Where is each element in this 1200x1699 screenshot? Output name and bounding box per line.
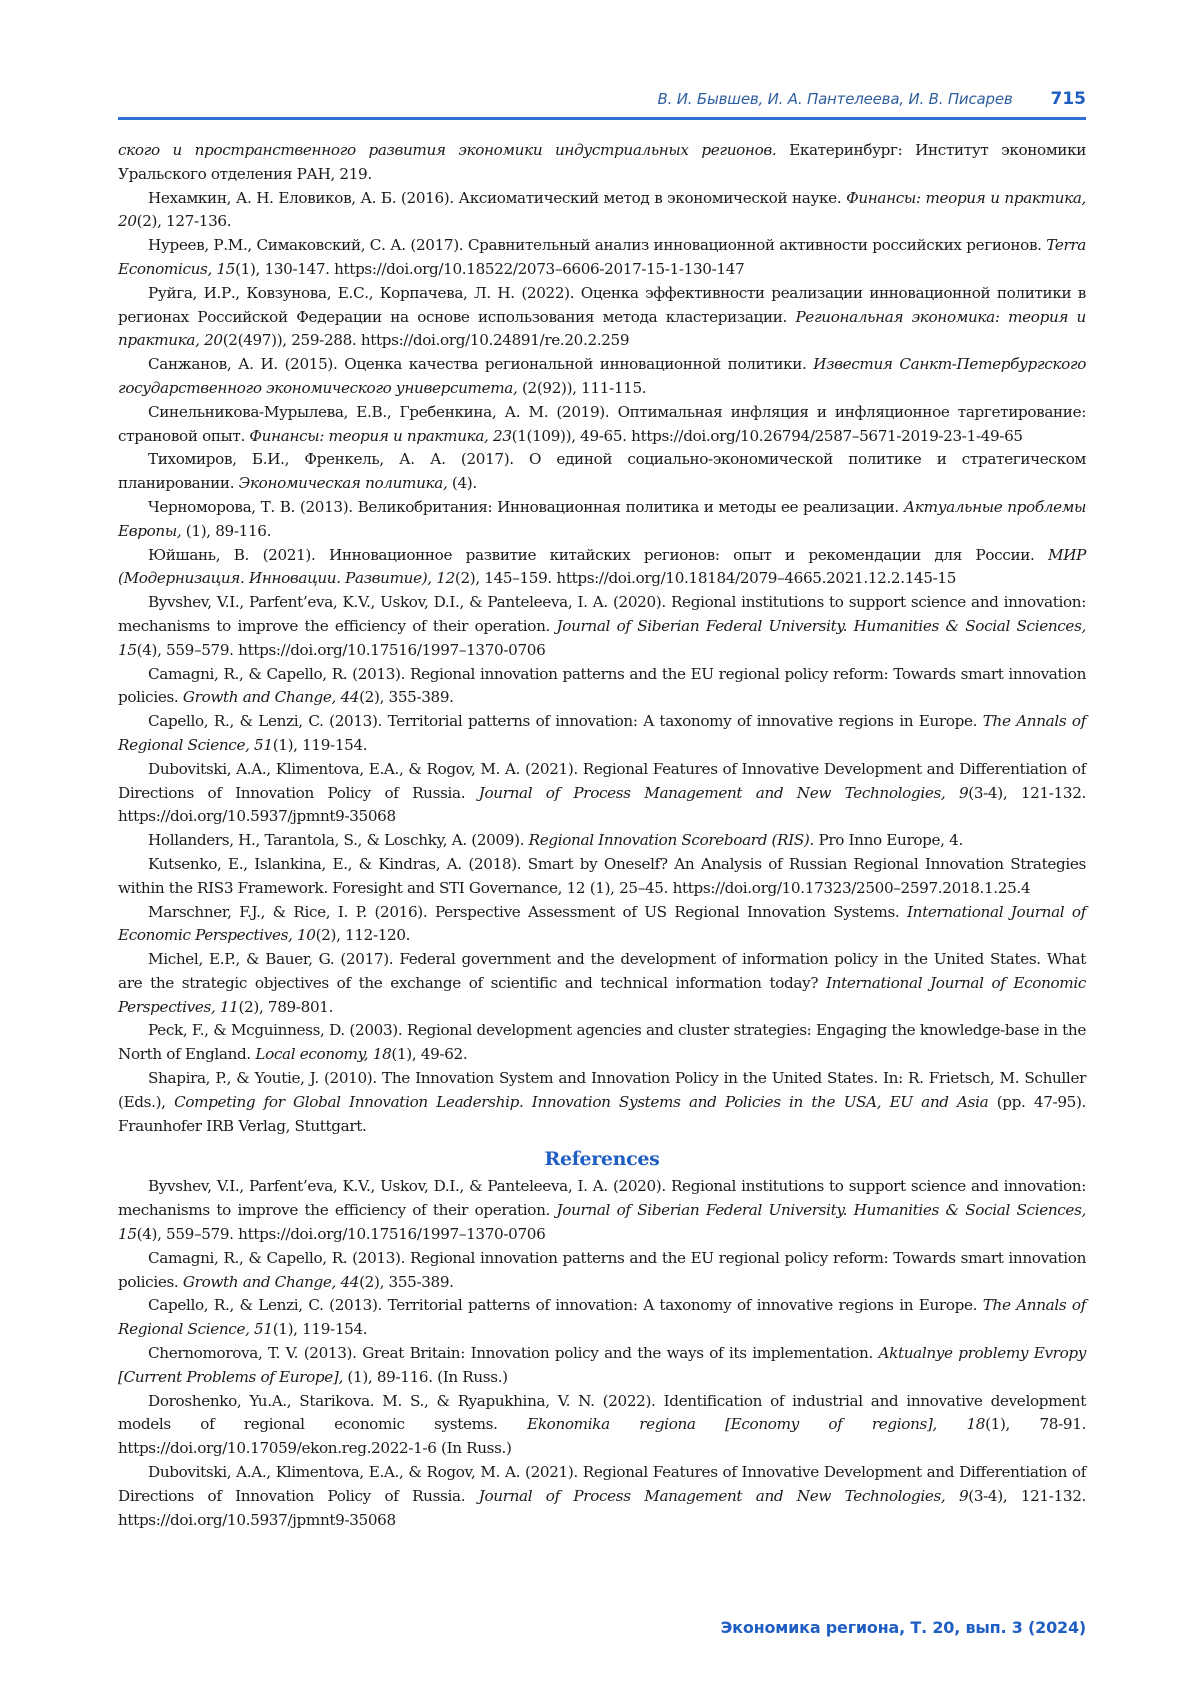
bibliography-entry-source: Актуальные проблемы Европы, [118, 497, 1086, 540]
bibliography-entry-text: Marschner, F.J., & Rice, I. P. (2016). Perspective Assessment of US Regional Innovation Systems. [148, 902, 907, 921]
bibliography-entry-details: (1(109)), 49-65. https://doi.org/10.26794/2587–5671-2019-23-1-49-65 [511, 426, 1023, 445]
reference-entry-source: The Annals of Regional Science, 51 [118, 1296, 1086, 1339]
bibliography-entry-source: Финансы: теория и практика, 20 [118, 188, 1086, 231]
reference-entry [118, 1175, 1086, 1246]
journal-footer: Экономика региона, Т. 20, вып. 3 (2024) [720, 1618, 1086, 1637]
bibliography-entry-details: Pro Inno Europe, 4. [813, 831, 963, 850]
bibliography-entry-text: Синельникова-Мурылева, Е.В., Гребенкина, А. М. (2019). Оптимальная инфляция и инфляционное таргетирование: страновой опыт. [118, 402, 1086, 445]
bibliography-entry-source: Journal of Process Management and New Technologies, 9 [478, 783, 969, 802]
bibliography-entry-source: Экономическая политика, [238, 474, 448, 493]
reference-entry-details: (2), 355-389. [359, 1272, 454, 1291]
bibliography-entry [118, 1067, 1086, 1138]
bibliography-list [118, 187, 1086, 1139]
bibliography-entry [118, 829, 1086, 853]
continued-reference-rest: Екатеринбург: Институт экономики Уральского отделения РАН, 219. [118, 141, 1086, 183]
bibliography-entry-text: Черноморова, Т. В. (2013). Великобритания: Инновационная политика и методы ее реализации. [148, 497, 904, 516]
bibliography-entry-details: (4), 559–579. https://doi.org/10.17516/1997–1370-0706 [136, 640, 546, 659]
bibliography-entry-text: Hollanders, H., Tarantola, S., & Loschky, A. (2009). [148, 831, 529, 850]
bibliography-entry-text: Нуреев, Р.М., Симаковский, С. А. (2017). Сравнительный анализ инновационной активности российских регионов. [148, 236, 1047, 255]
reference-entry [118, 1294, 1086, 1342]
bibliography-entry [118, 663, 1086, 711]
bibliography-entry-source: Growth and Change, 44 [182, 688, 360, 707]
continued-reference [118, 139, 1086, 187]
bibliography-entry-details: (pp. 47-95). Fraunhofer IRB Verlag, Stuttgart. [118, 1092, 1086, 1135]
bibliography-entry-text: Shapira, P., & Youtie, J. (2010). The Innovation System and Innovation Policy in the United States. In: R. Frietsch, M. Schuller (Eds.), [118, 1069, 1086, 1111]
reference-entry-details: (3-4), 121-132. https://doi.org/10.5937/jpmnt9-35068 [118, 1486, 1086, 1529]
reference-entry-details: (4), 559–579. https://doi.org/10.17516/1997–1370-0706 [136, 1225, 546, 1244]
reference-entry-details: (1), 78-91. https://doi.org/10.17059/ekon.reg.2022-1-6 (In Russ.) [118, 1415, 1087, 1458]
bibliography-entry [118, 710, 1086, 758]
reference-entry-details: (1), 119-154. [272, 1320, 368, 1339]
reference-entry-text: Byvshev, V.I., Parfent’eva, K.V., Uskov, D.I., & Panteleeva, I. A. (2020). Regional institutions to support science and innovation: mechanisms to improve the efficiency of their operation. [118, 1177, 1086, 1220]
bibliography-entry-details: (2), 145–159. https://doi.org/10.18184/2079–4665.2021.12.2.145-15 [454, 569, 957, 588]
bibliography-entry-text: Тихомиров, Б.И., Френкель, А. А. (2017). О единой социально-экономической политике и стратегическом планировании. [118, 450, 1086, 493]
bibliography-entry [118, 401, 1086, 449]
bibliography-entry-text: Michel, E.P., & Bauer, G. (2017). Federal government and the development of information policy in the United States. What are the strategic objectives of the exchange of scientific and technical information today? [118, 950, 1086, 992]
bibliography-entry-details: (1), 49-62. [391, 1045, 468, 1064]
bibliography-entry-source: The Annals of Regional Science, 51 [118, 712, 1086, 754]
bibliography-entry-source: Regional Innovation Scoreboard (RIS). [528, 831, 814, 850]
references-heading: References [544, 1148, 660, 1171]
references-list [118, 1175, 1086, 1532]
bibliography-entry [118, 496, 1086, 544]
reference-entry [118, 1342, 1086, 1390]
bibliography-entry-details: (2(92)), 111-115. [517, 378, 647, 397]
reference-entry-source: Growth and Change, 44 [182, 1272, 360, 1291]
bibliography-entry-text: Руйга, И.Р., Ковзунова, Е.С., Корпачева, Л. Н. (2022). Оценка эффективности реализации инновационной политики в регионах Российской Федерации на основе использования метода кластеризации. [118, 283, 1086, 326]
bibliography-entry-source: Финансы: теория и практика, 23 [249, 426, 512, 445]
reference-entry-text: Capello, R., & Lenzi, C. (2013). Territorial patterns of innovation: A taxonomy of innovative regions in Europe. [148, 1296, 983, 1315]
bibliography-entry [118, 591, 1086, 662]
bibliography-entry-source: Terra Economicus, 15 [118, 236, 1086, 278]
bibliography-entry-text: Camagni, R., & Capello, R. (2013). Regional innovation patterns and the EU regional policy reform: Towards smart innovation policies. [118, 664, 1086, 707]
bibliography-entry-details: (1), 130-147. https://doi.org/10.18522/2073–6606-2017-15-1-130-147 [235, 259, 745, 278]
reference-entry-text: Chernomorova, T. V. (2013). Great Britain: Innovation policy and the ways of its implementation. [148, 1344, 879, 1363]
header-rule [118, 117, 1086, 120]
bibliography-entry-details: (2), 112-120. [315, 926, 411, 945]
bibliography-entry [118, 948, 1086, 1019]
bibliography-entry-text: Peck, F., & Mcguinness, D. (2003). Regional development agencies and cluster strategies: Engaging the knowledge-base in the North of England. [118, 1021, 1086, 1064]
bibliography-entry-details: (2), 127-136. [136, 212, 232, 231]
bibliography-entry-source: Competing for Global Innovation Leadership. Innovation Systems and Policies in the USA, EU and Asia [174, 1092, 989, 1111]
reference-entry-source: Journal of Process Management and New Technologies, 9 [478, 1486, 969, 1505]
header-authors: В. И. Бывшев, И. А. Пантелеева, И. В. Писарев [657, 90, 1013, 108]
bibliography-entry-details: (4). [447, 474, 477, 493]
bibliography-entry [118, 234, 1086, 282]
page-number: 715 [1050, 89, 1086, 109]
bibliography-entry [118, 853, 1086, 901]
bibliography-entry-details: (2(497)), 259-288. https://doi.org/10.24891/re.20.2.259 [222, 331, 630, 350]
bibliography-entry-details: (1), 89-116. [181, 521, 272, 540]
bibliography-entry-source: International Journal of Economic Perspectives, 11 [118, 973, 1087, 1016]
bibliography-entry-source: Journal of Siberian Federal University. Humanities & Social Sciences, 15 [118, 616, 1086, 659]
continued-reference-italic: ского и пространственного развития экономики индустриальных регионов. [118, 141, 777, 159]
reference-entry-text: Doroshenko, Yu.A., Starikova. M. S., & Ryapukhina, V. N. (2022). Identification of industrial and innovative development models of regional economic systems. [118, 1391, 1086, 1434]
bibliography-entry-text: Kutsenko, E., Islankina, E., & Kindras, A. (2018). Smart by Oneself? An Analysis of Russian Regional Innovation Strategies within the RIS3 Framework. Foresight and STI Governance, 12 (1), 25–45. https://doi.org/10.17323/2500–2597.2018.1.25.4 [118, 854, 1086, 897]
bibliography-entry-source: МИР (Модернизация. Инновации. Развитие), 12 [118, 545, 1086, 588]
bibliography-entry-source: Local economy, 18 [255, 1045, 392, 1064]
bibliography-entry-source: International Journal of Economic Perspectives, 10 [118, 902, 1086, 945]
bibliography-entry [118, 544, 1086, 592]
bibliography-entry-source: Региональная экономика: теория и практика, 20 [118, 307, 1086, 350]
bibliography-entry [118, 901, 1086, 949]
references-body [118, 139, 1086, 1532]
reference-entry [118, 1247, 1086, 1295]
bibliography-entry-details: (1), 119-154. [272, 735, 368, 754]
bibliography-entry-text: Byvshev, V.I., Parfent’eva, K.V., Uskov, D.I., & Panteleeva, I. A. (2020). Regional institutions to support science and innovation: mechanisms to improve the efficiency of their operation. [118, 593, 1086, 635]
reference-entry-text: Dubovitski, A.A., Klimentova, E.A., & Rogov, M. A. (2021). Regional Features of Innovative Development and Differentiation of Directions of Innovation Policy of Russia. [118, 1463, 1086, 1505]
reference-entry-text: Camagni, R., & Capello, R. (2013). Regional innovation patterns and the EU regional policy reform: Towards smart innovation policies. [118, 1248, 1086, 1291]
reference-entry-source: Aktualnye problemy Evropy [Current Problems of Europe], [118, 1344, 1086, 1386]
bibliography-entry [118, 1019, 1086, 1067]
reference-entry [118, 1461, 1086, 1532]
reference-entry [118, 1390, 1086, 1461]
bibliography-entry-text: Dubovitski, A.A., Klimentova, E.A., & Rogov, M. A. (2021). Regional Features of Innovative Development and Differentiation of Directions of Innovation Policy of Russia. [118, 759, 1086, 802]
reference-entry-source: Ekonomika regiona [Economy of regions], 18 [527, 1415, 986, 1434]
bibliography-entry-text: Юйшань, В. (2021). Инновационное развитие китайских регионов: опыт и рекомендации для России. [148, 545, 1049, 564]
bibliography-entry-text: Capello, R., & Lenzi, C. (2013). Territorial patterns of innovation: A taxonomy of innovative regions in Europe. [148, 712, 983, 731]
bibliography-entry [118, 187, 1086, 235]
bibliography-entry [118, 282, 1086, 353]
reference-entry-details: (1), 89-116. (In Russ.) [342, 1367, 508, 1386]
bibliography-entry [118, 758, 1086, 829]
bibliography-entry-text: Санжанов, А. И. (2015). Оценка качества региональной инновационной политики. [148, 355, 814, 374]
running-header [118, 84, 1086, 114]
bibliography-entry-details: (2), 355-389. [359, 688, 454, 707]
bibliography-entry-details: (2), 789-801. [238, 997, 334, 1016]
bibliography-entry-details: (3-4), 121-132. https://doi.org/10.5937/jpmnt9-35068 [118, 783, 1086, 826]
bibliography-entry-text: Нехамкин, А. Н. Еловиков, А. Б. (2016). Аксиоматический метод в экономической науке. [148, 188, 847, 207]
bibliography-entry [118, 448, 1086, 496]
bibliography-entry-source: Известия Санкт-Петербургского государственного экономического университета, [118, 355, 1086, 397]
reference-entry-source: Journal of Siberian Federal University. Humanities & Social Sciences, 15 [118, 1201, 1086, 1244]
bibliography-entry [118, 353, 1086, 401]
